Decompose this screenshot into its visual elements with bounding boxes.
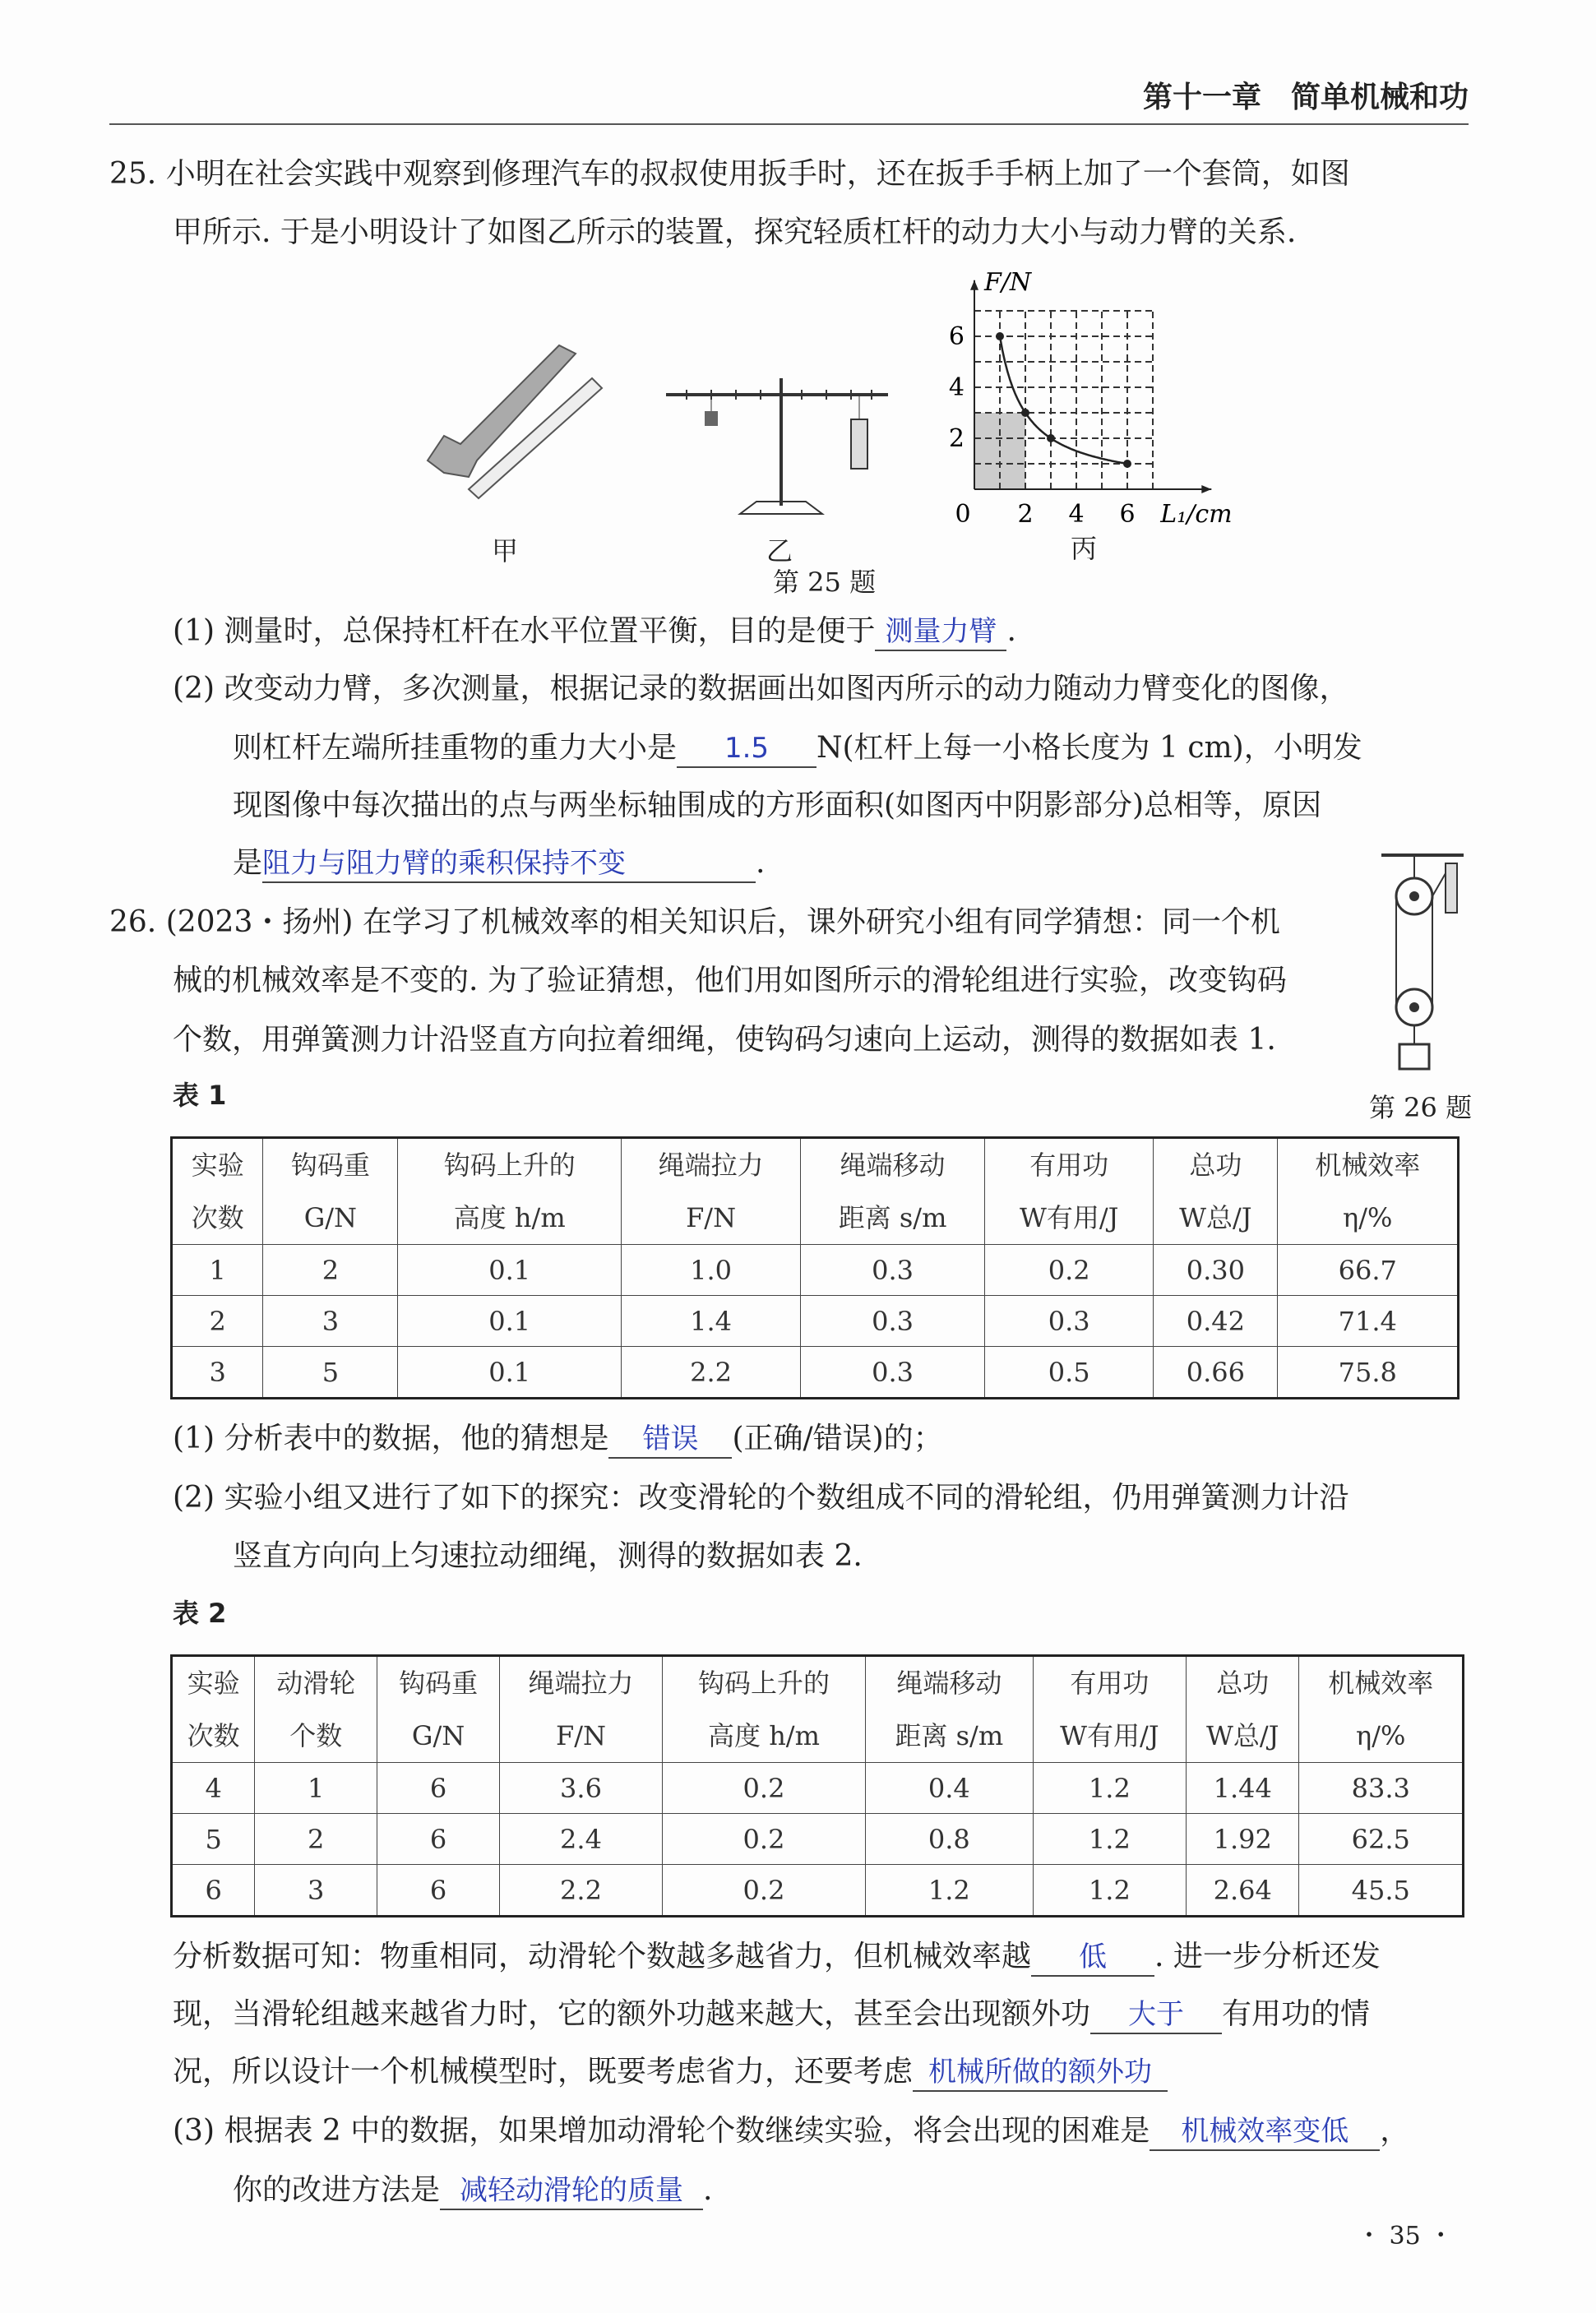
- answer-blank: 减轻动滑轮的质量: [440, 2172, 703, 2210]
- analysis-line3: 况，所以设计一个机械模型时，既要考虑省力，还要考虑 机械所做的额外功: [173, 2054, 1168, 2092]
- table-cell: 62.5: [1299, 1814, 1464, 1865]
- q25-line2: 甲所示. 于是小明设计了如图乙所示的装置，探究轻质杠杆的动力大小与动力臂的关系.: [173, 215, 1297, 249]
- header-cell: 机械效率: [1278, 1138, 1459, 1192]
- table-cell: 1.92: [1187, 1814, 1299, 1865]
- data-point: [1123, 460, 1131, 468]
- table-cell: 71.4: [1278, 1296, 1459, 1347]
- table-cell: 0.3: [801, 1245, 985, 1296]
- header-cell: 有用功: [985, 1138, 1154, 1192]
- header-cell: 实验: [172, 1138, 263, 1192]
- table-cell: 3: [172, 1347, 263, 1399]
- wrench-figure: [411, 329, 625, 510]
- table2: [170, 1654, 1464, 1917]
- table-cell: 1.2: [1033, 1865, 1186, 1917]
- table-cell: 2: [263, 1245, 398, 1296]
- q25-part2-line4: 是阻力与阻力臂的乘积保持不变 .: [233, 845, 765, 883]
- table-cell: 83.3: [1299, 1763, 1464, 1814]
- figure-caption-26: 第 26 题: [1369, 1092, 1473, 1123]
- table-cell: 6: [377, 1763, 500, 1814]
- table-cell: 6: [377, 1865, 500, 1917]
- table-cell: 75.8: [1278, 1347, 1459, 1399]
- header-cell: 总功: [1187, 1656, 1299, 1710]
- answer-blank: 测量力臂: [875, 613, 1006, 651]
- table-cell: 2.64: [1187, 1865, 1299, 1917]
- header-cell: W有用/J: [1033, 1709, 1186, 1763]
- table-cell: 4: [172, 1763, 255, 1814]
- table-cell: 0.42: [1154, 1296, 1278, 1347]
- table-cell: 1: [172, 1245, 263, 1296]
- table-cell: 0.2: [985, 1245, 1154, 1296]
- q26-part1: (1) 分析表中的数据，他的猜想是 错误 (正确/错误)的；: [173, 1421, 943, 1459]
- x-tick-label: 6: [1119, 500, 1136, 529]
- q26-part2-line1: (2) 实验小组又进行了如下的探究：改变滑轮的个数组成不同的滑轮组，仍用弹簧测力计沿: [173, 1481, 1349, 1515]
- table-cell: 0.2: [662, 1814, 865, 1865]
- header-cell: η/%: [1278, 1191, 1459, 1245]
- table-cell: 45.5: [1299, 1865, 1464, 1917]
- q25-part1: (1) 测量时，总保持杠杆在水平位置平衡，目的是便于 测量力臂 .: [173, 613, 1016, 651]
- header-cell: 次数: [172, 1709, 255, 1763]
- header-cell: 钩码重: [263, 1138, 398, 1192]
- table-cell: 1.4: [622, 1296, 801, 1347]
- header-cell: 总功: [1154, 1138, 1278, 1192]
- y-tick-label: 6: [948, 322, 965, 351]
- table-row: [172, 1763, 1464, 1814]
- header-row: [172, 1709, 1464, 1763]
- chapter-header: 第十一章 简单机械和功: [1142, 81, 1469, 114]
- table-cell: 66.7: [1278, 1245, 1459, 1296]
- table-cell: 2: [172, 1296, 263, 1347]
- x-axis-arrow-icon: [1201, 485, 1211, 493]
- table-cell: 0.30: [1154, 1245, 1278, 1296]
- table-cell: 3.6: [500, 1763, 663, 1814]
- x-tick-label: 0: [955, 500, 971, 529]
- answer-blank: 机械效率变低: [1150, 2113, 1380, 2151]
- y-tick-label: 4: [948, 373, 965, 402]
- data-point: [1021, 409, 1029, 417]
- q26-line1: 26. (2023・扬州) 在学习了机械效率的相关知识后，课外研究小组有同学猜想：同一个机: [109, 905, 1280, 939]
- table-cell: 2.2: [500, 1865, 663, 1917]
- table-cell: 0.3: [801, 1347, 985, 1399]
- table-cell: 3: [263, 1296, 398, 1347]
- header-cell: W总/J: [1154, 1191, 1278, 1245]
- table-row: [172, 1865, 1464, 1917]
- pulley-system-figure: [1373, 847, 1472, 1077]
- table-cell: 1.2: [866, 1865, 1034, 1917]
- table-row: [172, 1347, 1459, 1399]
- header-row: [172, 1138, 1459, 1192]
- q25-part2-line2: 则杠杆左端所挂重物的重力大小是 1.5 N(杠杆上每一小格长度为 1 cm)，小明发: [233, 730, 1362, 768]
- table-cell: 0.2: [662, 1763, 865, 1814]
- x-axis-label: L₁/cm: [1160, 500, 1233, 529]
- header-cell: G/N: [263, 1191, 398, 1245]
- q26-part2-line2: 竖直方向向上匀速拉动细绳，测得的数据如表 2.: [233, 1539, 863, 1573]
- header-cell: 距离 s/m: [801, 1191, 985, 1245]
- page-number: ・ 35 ・: [1357, 2222, 1454, 2251]
- q26-line2: 械的机械效率是不变的. 为了验证猜想，他们用如图所示的滑轮组进行实验，改变钩码: [173, 964, 1287, 997]
- q26-line3: 个数，用弹簧测力计沿竖直方向拉着细绳，使钩码匀速向上运动，测得的数据如表 1.: [173, 1023, 1276, 1057]
- table-cell: 1: [255, 1763, 377, 1814]
- analysis-line1: 分析数据可知：物重相同，动滑轮个数越多越省力，但机械效率越 低 . 进一步分析还发: [173, 1939, 1381, 1977]
- fig-label-jia: 甲: [492, 535, 519, 567]
- table-cell: 0.1: [398, 1245, 622, 1296]
- fig-label-bing: 丙: [1071, 533, 1098, 564]
- table-cell: 1.2: [1033, 1814, 1186, 1865]
- data-point: [996, 332, 1004, 340]
- table-cell: 6: [172, 1865, 255, 1917]
- table-row: [172, 1245, 1459, 1296]
- q26-part3-line1: (3) 根据表 2 中的数据，如果增加动滑轮个数继续实验，将会出现的困难是 机械效率变低 ，: [173, 2113, 1409, 2151]
- header-cell: F/N: [622, 1191, 801, 1245]
- table-cell: 2.4: [500, 1814, 663, 1865]
- header-cell: 次数: [172, 1191, 263, 1245]
- table-cell: 2.2: [622, 1347, 801, 1399]
- data-point: [1047, 434, 1055, 442]
- header-row: [172, 1656, 1464, 1710]
- header-cell: 绳端移动: [801, 1138, 985, 1192]
- table-cell: 5: [172, 1814, 255, 1865]
- q25-line1: 25. 小明在社会实践中观察到修理汽车的叔叔使用扳手时，还在扳手手柄上加了一个套筒，如图: [109, 157, 1350, 191]
- q26-part3-line2: 你的改进方法是 减轻动滑轮的质量 .: [233, 2172, 712, 2210]
- table-cell: 2: [255, 1814, 377, 1865]
- table-cell: 1.0: [622, 1245, 801, 1296]
- header-cell: 实验: [172, 1656, 255, 1710]
- table-row: [172, 1814, 1464, 1865]
- header-cell: 绳端拉力: [622, 1138, 801, 1192]
- table-cell: 0.2: [662, 1865, 865, 1917]
- answer-blank: 1.5: [677, 730, 817, 768]
- table1: [170, 1136, 1460, 1399]
- q25-part2-line1: (2) 改变动力臂，多次测量，根据记录的数据画出如图丙所示的动力随动力臂变化的图像，: [173, 672, 1349, 705]
- table-cell: 0.1: [398, 1347, 622, 1399]
- q25-part2-line3: 现图像中每次描出的点与两坐标轴围成的方形面积(如图丙中阴影部分)总相等，原因: [233, 789, 1322, 822]
- header-row: [172, 1191, 1459, 1245]
- x-tick-label: 4: [1068, 500, 1085, 529]
- wrench-icon: [428, 345, 576, 477]
- table1-title: 表 1: [173, 1080, 227, 1111]
- y-axis-arrow-icon: [970, 280, 978, 290]
- header-cell: 高度 h/m: [662, 1709, 865, 1763]
- table-cell: 0.1: [398, 1296, 622, 1347]
- header-cell: 动滑轮: [255, 1656, 377, 1710]
- table-cell: 1.44: [1187, 1763, 1299, 1814]
- table-cell: 0.66: [1154, 1347, 1278, 1399]
- header-rule: [109, 123, 1469, 125]
- fig-label-yi: 乙: [766, 535, 793, 567]
- header-cell: 钩码上升的: [662, 1656, 865, 1710]
- header-cell: 个数: [255, 1709, 377, 1763]
- header-cell: 钩码重: [377, 1656, 500, 1710]
- header-cell: η/%: [1299, 1709, 1464, 1763]
- lever-apparatus-figure: [662, 362, 892, 526]
- header-cell: 有用功: [1033, 1656, 1186, 1710]
- answer-blank: 错误: [608, 1421, 732, 1459]
- header-cell: 机械效率: [1299, 1656, 1464, 1710]
- header-cell: 高度 h/m: [398, 1191, 622, 1245]
- answer-blank: 大于: [1090, 1996, 1222, 2034]
- table-cell: 0.8: [866, 1814, 1034, 1865]
- header-cell: G/N: [377, 1709, 500, 1763]
- table-cell: 0.3: [801, 1296, 985, 1347]
- x-tick-label: 2: [1017, 500, 1034, 529]
- force-vs-arm-chart: [937, 271, 1266, 543]
- header-cell: W总/J: [1187, 1709, 1299, 1763]
- header-cell: W有用/J: [985, 1191, 1154, 1245]
- table-cell: 3: [255, 1865, 377, 1917]
- table-row: [172, 1296, 1459, 1347]
- table-cell: 0.4: [866, 1763, 1034, 1814]
- table-cell: 0.3: [985, 1296, 1154, 1347]
- header-cell: 绳端拉力: [500, 1656, 663, 1710]
- analysis-line2: 现，当滑轮组越来越省力时，它的额外功越来越大，甚至会出现额外功 大于 有用功的情: [173, 1996, 1370, 2034]
- table2-title: 表 2: [173, 1598, 227, 1629]
- figure-caption-25: 第 25 题: [773, 567, 877, 598]
- y-axis-label: F/N: [984, 271, 1032, 298]
- table-cell: 1.2: [1033, 1763, 1186, 1814]
- table-cell: 5: [263, 1347, 398, 1399]
- y-tick-label: 2: [948, 424, 965, 453]
- header-cell: F/N: [500, 1709, 663, 1763]
- answer-blank: 阻力与阻力臂的乘积保持不变: [262, 845, 756, 883]
- table-cell: 6: [377, 1814, 500, 1865]
- table-cell: 0.5: [985, 1347, 1154, 1399]
- header-cell: 钩码上升的: [398, 1138, 622, 1192]
- answer-blank: 机械所做的额外功: [913, 2054, 1168, 2092]
- header-cell: 距离 s/m: [866, 1709, 1034, 1763]
- header-cell: 绳端移动: [866, 1656, 1034, 1710]
- answer-blank: 低: [1031, 1939, 1154, 1977]
